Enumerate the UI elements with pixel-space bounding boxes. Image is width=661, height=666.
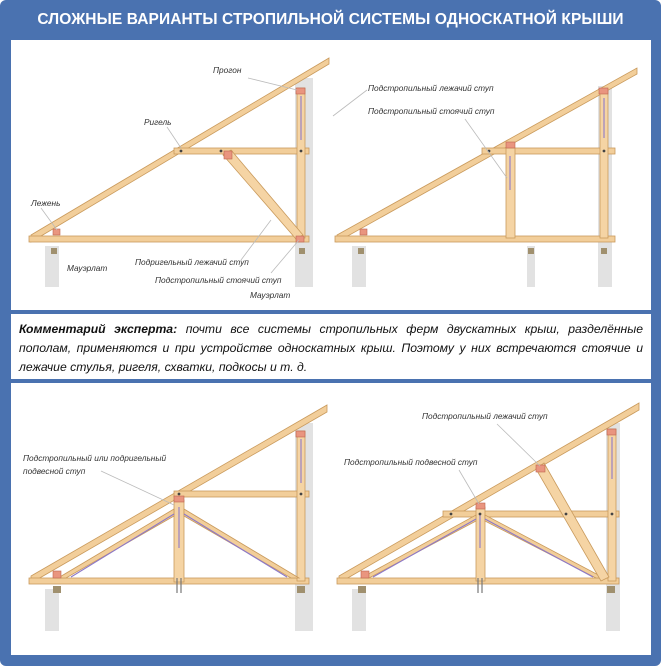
label-lezhachiy: Подстропильный лежачий ступ: [422, 411, 548, 421]
label-podvesnoy-line1: Подстропильный или подригельный: [23, 453, 167, 463]
bottom-tie-beam: [29, 578, 309, 584]
label-podvesnoy: Подстропильный подвесной ступ: [344, 457, 478, 467]
left-base: [358, 248, 364, 254]
stoyachiy-pointer: [271, 240, 299, 273]
rafter: [337, 68, 637, 242]
bolt: [479, 513, 482, 516]
top-diagrams-panel: [11, 40, 651, 310]
bolt: [180, 150, 183, 153]
top-diagrams-svg: [11, 40, 651, 310]
bottom-tie-beam: [335, 236, 615, 242]
right-base: [299, 248, 305, 254]
hanging-post-pad: [476, 503, 485, 509]
bolt: [300, 493, 303, 496]
rigel-beam: [482, 148, 615, 154]
middle-base: [528, 248, 534, 254]
progon-pad: [296, 431, 305, 437]
post-foot-pad: [296, 236, 304, 242]
right-strut: [184, 509, 299, 578]
right-base: [297, 586, 305, 593]
label-podstropilny-stoyachiy: Подстропильный стоячий ступ: [155, 275, 282, 285]
lezhachiy-pointer: [333, 90, 367, 116]
progon-pad: [607, 429, 616, 435]
diagram-bottom-right: [337, 403, 639, 631]
bolt: [603, 150, 606, 153]
label-lezhen: Лежень: [31, 198, 61, 208]
rigel-beam: [174, 491, 309, 497]
bolt: [611, 513, 614, 516]
right-base: [601, 248, 607, 254]
left-wall: [45, 589, 59, 631]
comment-body: почти все системы стропильных ферм двускатных крыш, разделённые пополам, применяются и при устройстве односкатных крыш. Поэтому у них встречаются стоячие и лежачие стулья, ригеля, схватки, подкосы и т. д.: [19, 322, 644, 374]
bolt: [300, 150, 303, 153]
right-base: [607, 586, 615, 593]
lezhen-pad: [360, 229, 367, 235]
comment-label: Комментарий эксперта:: [19, 322, 178, 336]
rigel-pointer: [167, 127, 181, 148]
left-strut: [58, 509, 174, 578]
stoyachiy-pad: [506, 142, 515, 148]
lezhachiy-pointer: [497, 424, 540, 466]
left-pad: [53, 571, 61, 578]
diagram-top-left: [29, 58, 329, 300]
rigel-beam: [174, 148, 309, 154]
left-base: [358, 586, 366, 593]
expert-comment: [19, 320, 643, 377]
label-lezhachiy: Подстропильный лежачий ступ: [368, 83, 494, 93]
right-strut-edge: [184, 514, 287, 577]
bolt: [450, 513, 453, 516]
bottom-diagrams-svg: [11, 383, 651, 655]
title-bar: [0, 0, 661, 40]
progon-pad: [296, 88, 305, 94]
bolt: [565, 513, 568, 516]
bolt: [178, 493, 181, 496]
left-wall: [352, 589, 366, 631]
podvesnoy-pointer: [459, 470, 479, 504]
brace-pad: [224, 151, 232, 159]
brace-pad: [536, 465, 545, 472]
diagram-bottom-left: [23, 405, 327, 631]
hanging-post-pad: [174, 496, 184, 502]
left-base: [51, 248, 57, 254]
podvesnoy-pointer: [101, 471, 174, 505]
bottom-diagrams-panel: [11, 383, 651, 655]
left-strut: [361, 515, 476, 578]
page-title: СЛОЖНЫЕ ВАРИАНТЫ СТРОПИЛЬНОЙ СИСТЕМЫ ОДНОСКАТНОЙ КРЫШИ: [37, 11, 624, 28]
left-pad: [361, 571, 369, 578]
progon-pad: [599, 88, 608, 94]
bottom-tie-beam: [29, 236, 309, 242]
label-rigel: Ригель: [144, 117, 172, 127]
rigel-beam: [443, 511, 619, 517]
brace: [223, 150, 303, 239]
label-mauerlat-left: Мауэрлат: [67, 263, 108, 273]
label-podvesnoy-line2: подвесной ступ: [23, 466, 86, 476]
label-stoyachiy: Подстропильный стоячий ступ: [368, 106, 495, 116]
label-progon: Прогон: [213, 65, 242, 75]
expert-comment-panel: [11, 314, 651, 379]
label-mauerlat-right: Мауэрлат: [250, 290, 291, 300]
label-podrigelny-lezhachiy: Подригельный лежачий ступ: [135, 257, 249, 267]
left-base: [53, 586, 61, 593]
diagram-top-right: [333, 68, 637, 287]
bolt: [220, 150, 223, 153]
